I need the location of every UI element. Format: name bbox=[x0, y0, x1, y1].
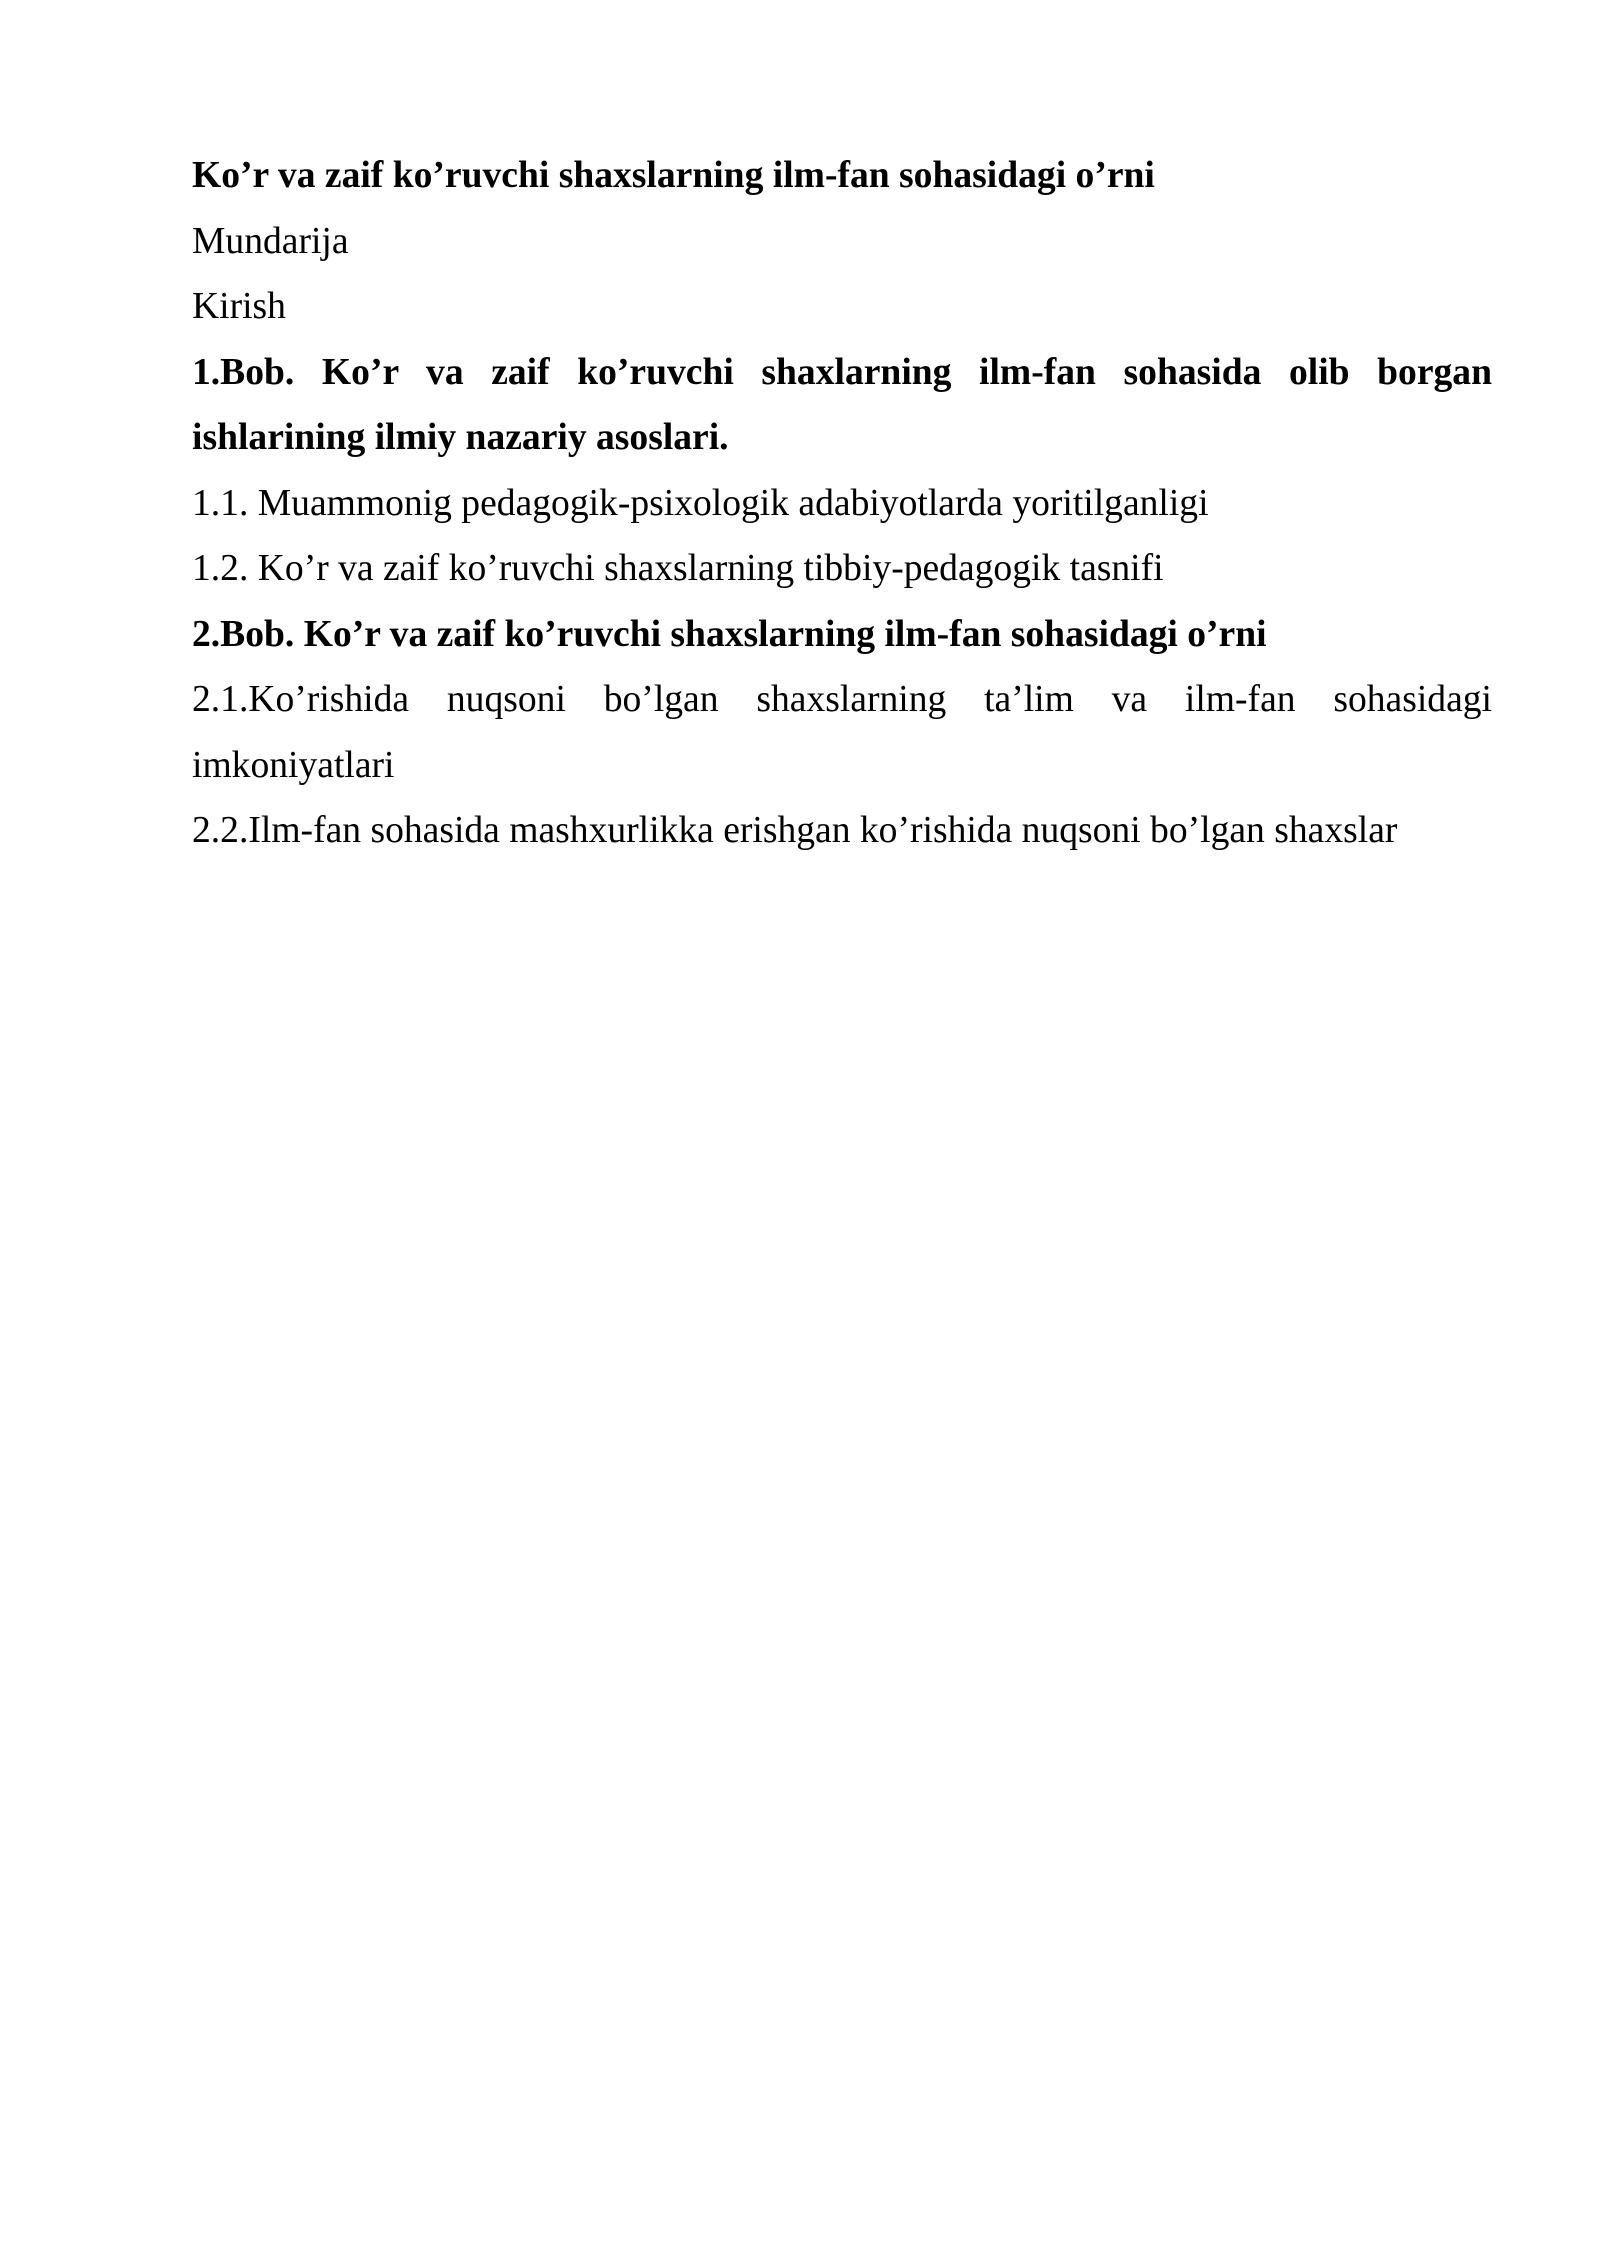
toc-item-introduction: Kirish bbox=[192, 286, 286, 327]
toc-item-section-2-1: 2.1.Ko’rishida nuqsoni bo’lgan shaxslarning ta’lim va ilm-fan sohasidagi imkoniyatlari bbox=[192, 679, 1492, 786]
toc-item-section-2-2: 2.2.Ilm-fan sohasida mashxurlikka erishgan ko’rishida nuqsoni bo’lgan shaxslar bbox=[192, 810, 1398, 851]
document-title: Ko’r va zaif ko’ruvchi shaxslarning ilm-fan sohasidagi o’rni bbox=[192, 155, 1155, 196]
toc-item-chapter-2: 2.Bob. Ko’r va zaif ko’ruvchi shaxslarning ilm-fan sohasidagi o’rni bbox=[192, 613, 1267, 655]
document-body bbox=[192, 143, 1492, 864]
toc-item-section-1-1: 1.1. Muammonig pedagogik-psixologik adabiyotlarda yoritilganligi bbox=[192, 482, 1209, 524]
toc-item-chapter-1: 1.Bob. Ko’r va zaif ko’ruvchi shaxlarning ilm-fan sohasida olib borgan ishlarining ilmiy nazariy asoslari. bbox=[192, 351, 1492, 458]
toc-item-section-1-2: 1.2. Ko’r va zaif ko’ruvchi shaxslarning tibbiy-pedagogik tasnifi bbox=[192, 548, 1164, 589]
toc-heading: Mundarija bbox=[192, 220, 349, 262]
